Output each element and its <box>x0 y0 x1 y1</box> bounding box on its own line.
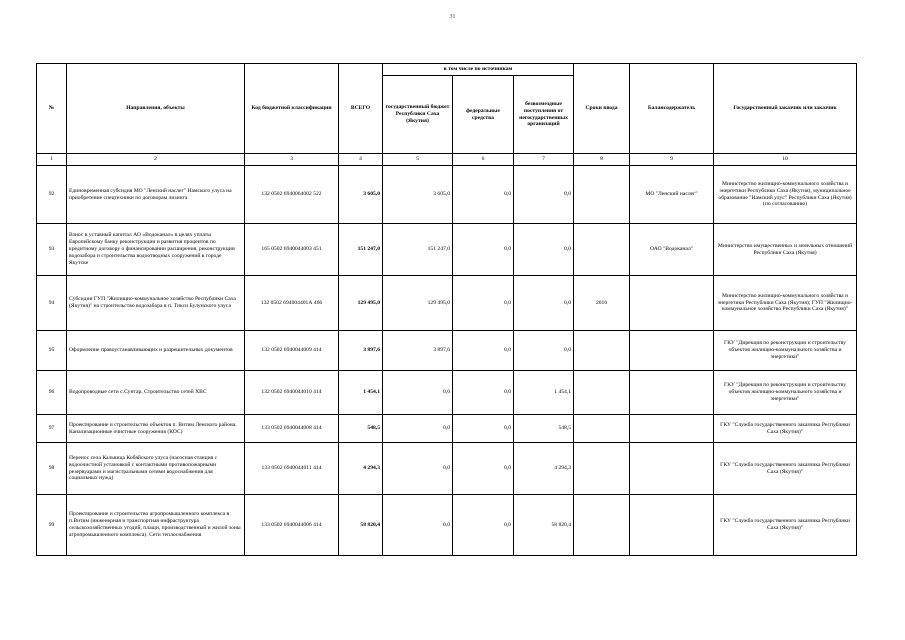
row-customer: Министерство жилищно-коммунального хозяйства и энергетики Республики Саха (Якутия), муниципальное образование "Намский улус" Республики Саха (Якутия) (по согласованию) <box>714 166 857 224</box>
row-code: 132 0502 694004401А 466 <box>245 276 339 331</box>
table-row <box>37 495 857 556</box>
row-federal: 0,0 <box>453 371 514 415</box>
row-num: 93 <box>37 224 67 276</box>
header-holder: Балансодержатель <box>630 64 714 154</box>
header-source-group: в том числе по источникам <box>383 64 574 76</box>
table-row <box>37 443 857 495</box>
row-term <box>574 443 630 495</box>
row-num: 96 <box>37 371 67 415</box>
row-state: 0,0 <box>383 415 453 443</box>
row-holder: МО "Ленский наслег" <box>630 166 714 224</box>
row-nonstate: 58 820,4 <box>514 495 574 556</box>
header-federal: федеральные средства <box>453 76 514 154</box>
row-federal: 0,0 <box>453 415 514 443</box>
row-federal: 0,0 <box>453 495 514 556</box>
row-state: 151 247,0 <box>383 224 453 276</box>
row-total: 129 495,0 <box>339 276 383 331</box>
row-direction: Перенос села Кальвица Кобяйского улуса (насосная станция с водоочистной установкой с контактными противопожарными резервуарами и магистральными сетями водоснабжения для социальных нужд) <box>67 443 245 495</box>
row-code: 133 0502 6940044006 414 <box>245 495 339 556</box>
row-direction: Единовременная субсидия МО "Ленский наслег" Намского улуса на приобретение спецтехники по договорам лизинга <box>67 166 245 224</box>
row-term <box>574 495 630 556</box>
row-holder <box>630 276 714 331</box>
column-number: 9 <box>630 154 714 166</box>
row-state: 0,0 <box>383 371 453 415</box>
row-code: 132 0502 6940044010 414 <box>245 371 339 415</box>
row-federal: 0,0 <box>453 443 514 495</box>
row-customer: ГКУ "Служба государственного заказчика Республики Саха (Якутия)" <box>714 495 857 556</box>
row-nonstate: 1 454,1 <box>514 371 574 415</box>
header-code: Код бюджетной классификации <box>245 64 339 154</box>
row-federal: 0,0 <box>453 276 514 331</box>
column-number: 1 <box>37 154 67 166</box>
row-code: 133 0502 6940044011 414 <box>245 443 339 495</box>
row-holder: ОАО "Водоканал" <box>630 224 714 276</box>
row-federal: 0,0 <box>453 166 514 224</box>
row-num: 92 <box>37 166 67 224</box>
header-state-budget: государственный бюджет Республики Саха (Якутия) <box>383 76 453 154</box>
row-code: 133 0502 6940044008 414 <box>245 415 339 443</box>
row-nonstate: 0,0 <box>514 331 574 371</box>
row-num: 97 <box>37 415 67 443</box>
row-customer: Министерство имущественных и земельных отношений Республики Саха (Якутия) <box>714 224 857 276</box>
row-num: 94 <box>37 276 67 331</box>
header-num: № <box>37 64 67 154</box>
row-total: 3 897,6 <box>339 331 383 371</box>
column-number: 6 <box>453 154 514 166</box>
row-holder <box>630 415 714 443</box>
row-direction: Субсидии ГУП "Жилищно-коммунальное хозяйство Республики Саха (Якутия)" на строительство водозабора в п. Тикси Булунского улуса <box>67 276 245 331</box>
header-term: Сроки ввода <box>574 64 630 154</box>
row-holder <box>630 443 714 495</box>
header-customer: Государственный заказчик или заказчик <box>714 64 857 154</box>
row-term <box>574 371 630 415</box>
row-term: 2016 <box>574 276 630 331</box>
budget-table <box>36 63 857 556</box>
column-number: 10 <box>714 154 857 166</box>
column-number: 3 <box>245 154 339 166</box>
row-num: 98 <box>37 443 67 495</box>
table-row <box>37 224 857 276</box>
row-term <box>574 415 630 443</box>
row-customer: ГКУ "Дирекция по реконструкции и строительству объектов жилищно-коммунального хозяйства и энергетики" <box>714 331 857 371</box>
row-customer: ГКУ "Служба государственного заказчика Республики Саха (Якутия)" <box>714 443 857 495</box>
table-row <box>37 415 857 443</box>
row-code: 132 0502 6940044009 414 <box>245 331 339 371</box>
row-total: 4 294,3 <box>339 443 383 495</box>
table-row <box>37 276 857 331</box>
row-term <box>574 331 630 371</box>
row-holder <box>630 371 714 415</box>
row-holder <box>630 495 714 556</box>
row-nonstate: 0,0 <box>514 166 574 224</box>
header-nonstate: безвозмездные поступления от негосударственных организаций <box>514 76 574 154</box>
row-nonstate: 0,0 <box>514 224 574 276</box>
row-state: 3 605,0 <box>383 166 453 224</box>
row-direction: Водопроводные сети с.Сунтар. Строительство сетей ХВС <box>67 371 245 415</box>
row-customer: ГКУ "Служба государственного заказчика Республики Саха (Якутия)" <box>714 415 857 443</box>
column-number: 2 <box>67 154 245 166</box>
row-federal: 0,0 <box>453 331 514 371</box>
row-nonstate: 4 294,3 <box>514 443 574 495</box>
page-number: 31 <box>449 14 456 20</box>
row-nonstate: 0,0 <box>514 276 574 331</box>
column-number: 7 <box>514 154 574 166</box>
row-total: 58 820,4 <box>339 495 383 556</box>
table-row <box>37 166 857 224</box>
row-customer: ГКУ "Дирекция по реконструкции и строительству объектов жилищно-коммунального хозяйства и энергетики" <box>714 371 857 415</box>
row-total: 3 605,0 <box>339 166 383 224</box>
row-direction: Оформление правоустанавливающих и разрешительных документов <box>67 331 245 371</box>
row-term <box>574 224 630 276</box>
column-number: 4 <box>339 154 383 166</box>
row-state: 0,0 <box>383 443 453 495</box>
row-code: 132 0502 6940064002 522 <box>245 166 339 224</box>
row-num: 99 <box>37 495 67 556</box>
row-direction: Взнос в уставный капитал АО «Водоканал» в целях уплаты Европейскому банку реконструкции и развития процентов по кредитному договору о финансировании расширения, реконструкции водозабора и строительства водоотводных сооружений в городе Якутске <box>67 224 245 276</box>
row-direction: Проектирование и строительство объектов п. Витим Ленского района. Канализационные очистные сооружения (КОС) <box>67 415 245 443</box>
row-num: 95 <box>37 331 67 371</box>
header-direction: Направления, объекты <box>67 64 245 154</box>
row-federal: 0,0 <box>453 224 514 276</box>
row-state: 3 897,6 <box>383 331 453 371</box>
row-code: 165 0502 6940044003 451 <box>245 224 339 276</box>
row-term <box>574 166 630 224</box>
row-total: 1 454,1 <box>339 371 383 415</box>
table-row <box>37 371 857 415</box>
row-total: 151 247,0 <box>339 224 383 276</box>
row-customer: Министерство жилищно-коммунального хозяйства и энергетики Республики Саха (Якутия); ГУП "Жилищно-коммунальное хозяйство Республики Саха (Якутия)" <box>714 276 857 331</box>
row-holder <box>630 331 714 371</box>
table-row <box>37 331 857 371</box>
row-total: 548,5 <box>339 415 383 443</box>
row-state: 0,0 <box>383 495 453 556</box>
row-nonstate: 548,5 <box>514 415 574 443</box>
header-total: ВСЕГО <box>339 64 383 154</box>
column-number: 8 <box>574 154 630 166</box>
row-direction: Проектирование и строительство агропромышленного комплекса в п.Витим (инженерная и транспортная инфраструктура сельскохозяйственных угодий, плащи, производственный и жилой зоны агропромышленного комплекса). Сети теплоснабжения <box>67 495 245 556</box>
column-number: 5 <box>383 154 453 166</box>
row-state: 129 495,0 <box>383 276 453 331</box>
